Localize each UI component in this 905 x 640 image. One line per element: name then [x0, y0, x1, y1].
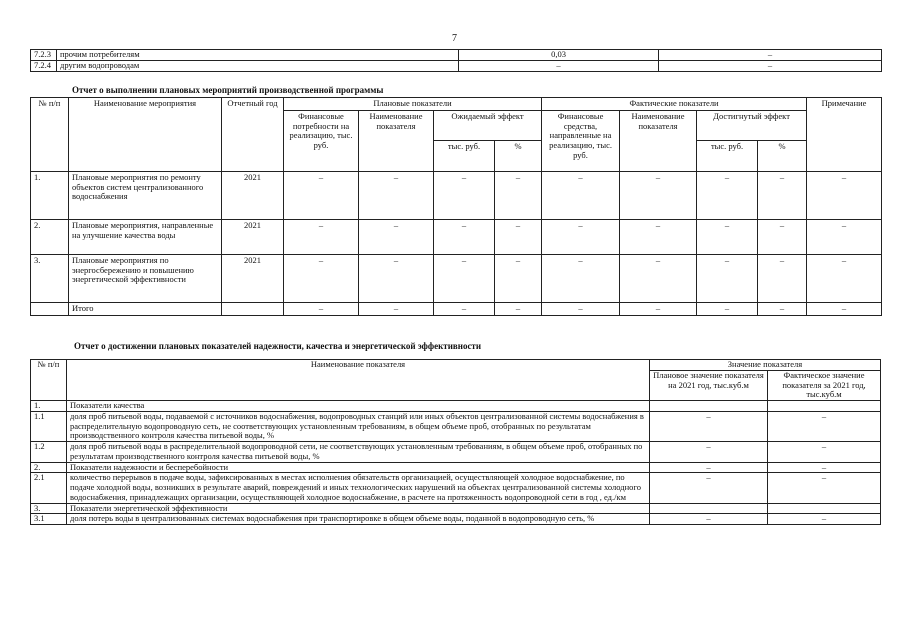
row-number: 3.1	[31, 514, 67, 525]
cell-dash: –	[620, 171, 697, 219]
cell-dash: –	[697, 302, 758, 315]
row-name: прочим потребителям	[57, 50, 459, 61]
cell-dash: –	[542, 302, 620, 315]
row-year: 2021	[222, 171, 284, 219]
row-fact: –	[768, 411, 881, 441]
cell-dash: –	[359, 302, 434, 315]
col-actual: Фактические показатели	[542, 98, 807, 111]
row-fact: –	[768, 442, 881, 463]
plan-measures-table	[30, 97, 882, 316]
col-plan-pct: %	[495, 141, 542, 172]
col-planned: Плановые показатели	[284, 98, 542, 111]
row-plan: –	[650, 442, 768, 463]
table-row	[31, 462, 881, 473]
table-row	[31, 50, 882, 61]
col-plan-rub: тыс. руб.	[434, 141, 495, 172]
cell-dash: –	[495, 171, 542, 219]
cell-dash: –	[620, 254, 697, 302]
row-plan: –	[650, 514, 768, 525]
row-fact: –	[768, 462, 881, 473]
cell-dash: –	[284, 171, 359, 219]
row-number: 1.2	[31, 442, 67, 463]
table-row	[31, 254, 882, 302]
row-name: количество перерывов в подаче воды, зафиксированных в местах исполнения обязательств организацией, осуществляющей холодное водоснабжение, по подаче холодной воды, возникших в результате аварий, повреждений и иных технологических нарушений на объектах централизованной системы холодного водоснабжения, принадлежащих организации, осуществляющей холодное водоснабжение, в расчете на протяженность водопроводной сети в год , ед./км	[67, 473, 650, 503]
row-fact	[768, 503, 881, 514]
cell-dash: –	[284, 302, 359, 315]
row-name: другим водопроводам	[57, 61, 459, 72]
row-number: 1.1	[31, 411, 67, 441]
col-act-effect: Достигнутый эффект	[697, 110, 807, 141]
cell-dash: –	[434, 219, 495, 254]
table-row	[31, 503, 881, 514]
col-act-fin: Финансовые средства, направленные на реализацию, тыс. руб.	[542, 110, 620, 171]
cell-dash: –	[359, 254, 434, 302]
cell-dash: –	[284, 219, 359, 254]
cell-dash: –	[542, 219, 620, 254]
table-row	[31, 219, 882, 254]
cell-dash: –	[697, 171, 758, 219]
row-name: Показатели энергетической эффективности	[67, 503, 650, 514]
cell-dash: –	[697, 219, 758, 254]
row-name: доля проб питьевой воды в распределительной водопроводной сети, не соответствующих установленным требованиям, в общем объеме проб, отобранных по результатам производственного контроля качества питьевой воды, %	[67, 442, 650, 463]
cell-dash: –	[495, 302, 542, 315]
row-value: –	[459, 61, 659, 72]
col-name: Наименование мероприятия	[69, 98, 222, 172]
table-row	[31, 514, 881, 525]
report1-title: Отчет о выполнении плановых мероприятий производственной программы	[72, 85, 384, 95]
col-num: № п/п	[31, 360, 67, 401]
row-plan	[650, 503, 768, 514]
col-value: Значение показателя	[650, 360, 881, 371]
cell-dash: –	[495, 219, 542, 254]
cell-dash: –	[359, 219, 434, 254]
cell-dash: –	[697, 254, 758, 302]
cell-dash: –	[284, 254, 359, 302]
row-year: 2021	[222, 219, 284, 254]
total-row	[31, 302, 882, 315]
row-number: 2.1	[31, 473, 67, 503]
col-act-ind: Наименование показателя	[620, 110, 697, 171]
row-year	[222, 302, 284, 315]
row-number: 2.	[31, 462, 67, 473]
row-number: 7.2.4	[31, 61, 57, 72]
col-act-pct: %	[758, 141, 807, 172]
row-plan: –	[650, 473, 768, 503]
col-year: Отчетный год	[222, 98, 284, 172]
row-value: –	[659, 61, 882, 72]
table-row	[31, 442, 881, 463]
cell-dash: –	[807, 302, 882, 315]
table-row	[31, 61, 882, 72]
row-fact	[768, 401, 881, 412]
row-plan: –	[650, 411, 768, 441]
col-plan-ind: Наименование показателя	[359, 110, 434, 171]
cell-dash: –	[758, 171, 807, 219]
row-number: 3.	[31, 503, 67, 514]
cell-dash: –	[807, 219, 882, 254]
row-number: 2.	[31, 219, 69, 254]
row-number: 7.2.3	[31, 50, 57, 61]
row-fact: –	[768, 473, 881, 503]
row-number: 3.	[31, 254, 69, 302]
row-value: 0,03	[459, 50, 659, 61]
cell-dash: –	[542, 171, 620, 219]
cell-dash: –	[434, 254, 495, 302]
col-note: Примечание	[807, 98, 882, 172]
row-year: 2021	[222, 254, 284, 302]
row-name: доля потерь воды в централизованных системах водоснабжения при транспортировке в общем объеме воды, поданной в водопроводную сеть, %	[67, 514, 650, 525]
total-label: Итого	[69, 302, 222, 315]
page-number: 7	[452, 33, 457, 44]
row-number: 1.	[31, 171, 69, 219]
cell-dash: –	[758, 219, 807, 254]
col-fact: Фактическое значение показателя за 2021 год, тыс.куб.м	[768, 370, 881, 400]
cell-dash: –	[758, 254, 807, 302]
table-row	[31, 401, 881, 412]
row-number: 1.	[31, 401, 67, 412]
col-plan: Плановое значение показателя на 2021 год, тыс.куб.м	[650, 370, 768, 400]
table-row	[31, 411, 881, 441]
table-row	[31, 473, 881, 503]
row-name: Показатели надежности и бесперебойности	[67, 462, 650, 473]
indicators-table	[30, 359, 881, 525]
row-name: Показатели качества	[67, 401, 650, 412]
cell-dash: –	[620, 302, 697, 315]
col-plan-fin: Финансовые потребности на реализацию, тыс. руб.	[284, 110, 359, 171]
continuation-table	[30, 49, 882, 72]
cell-dash: –	[542, 254, 620, 302]
cell-dash: –	[434, 302, 495, 315]
row-name: Плановые мероприятия, направленные на улучшение качества воды	[69, 219, 222, 254]
row-name: Плановые мероприятия по ремонту объектов систем централизованного водоснабжения	[69, 171, 222, 219]
col-name: Наименование показателя	[67, 360, 650, 401]
cell-dash: –	[434, 171, 495, 219]
row-name: Плановые мероприятия по энергосбережению и повышению энергетической эффективности	[69, 254, 222, 302]
col-act-rub: тыс. руб.	[697, 141, 758, 172]
row-number	[31, 302, 69, 315]
col-plan-effect: Ожидаемый эффект	[434, 110, 542, 141]
col-num: № п/п	[31, 98, 69, 172]
cell-dash: –	[807, 171, 882, 219]
row-fact: –	[768, 514, 881, 525]
report2-title: Отчет о достижении плановых показателей надежности, качества и энергетической эффективности	[74, 341, 482, 351]
cell-dash: –	[758, 302, 807, 315]
row-value: –	[659, 50, 882, 61]
cell-dash: –	[359, 171, 434, 219]
table-row	[31, 171, 882, 219]
row-plan: –	[650, 462, 768, 473]
cell-dash: –	[495, 254, 542, 302]
row-name: доля проб питьевой воды, подаваемой с источников водоснабжения, водопроводных станций или иных объектов централизованной системы водоснабжения в распределительную водопроводную сеть, не соответствующих установленным требованиям, в общем объеме проб, отобранных по результатам производственного контроля качества питьевой воды, %	[67, 411, 650, 441]
cell-dash: –	[807, 254, 882, 302]
cell-dash: –	[620, 219, 697, 254]
row-plan	[650, 401, 768, 412]
